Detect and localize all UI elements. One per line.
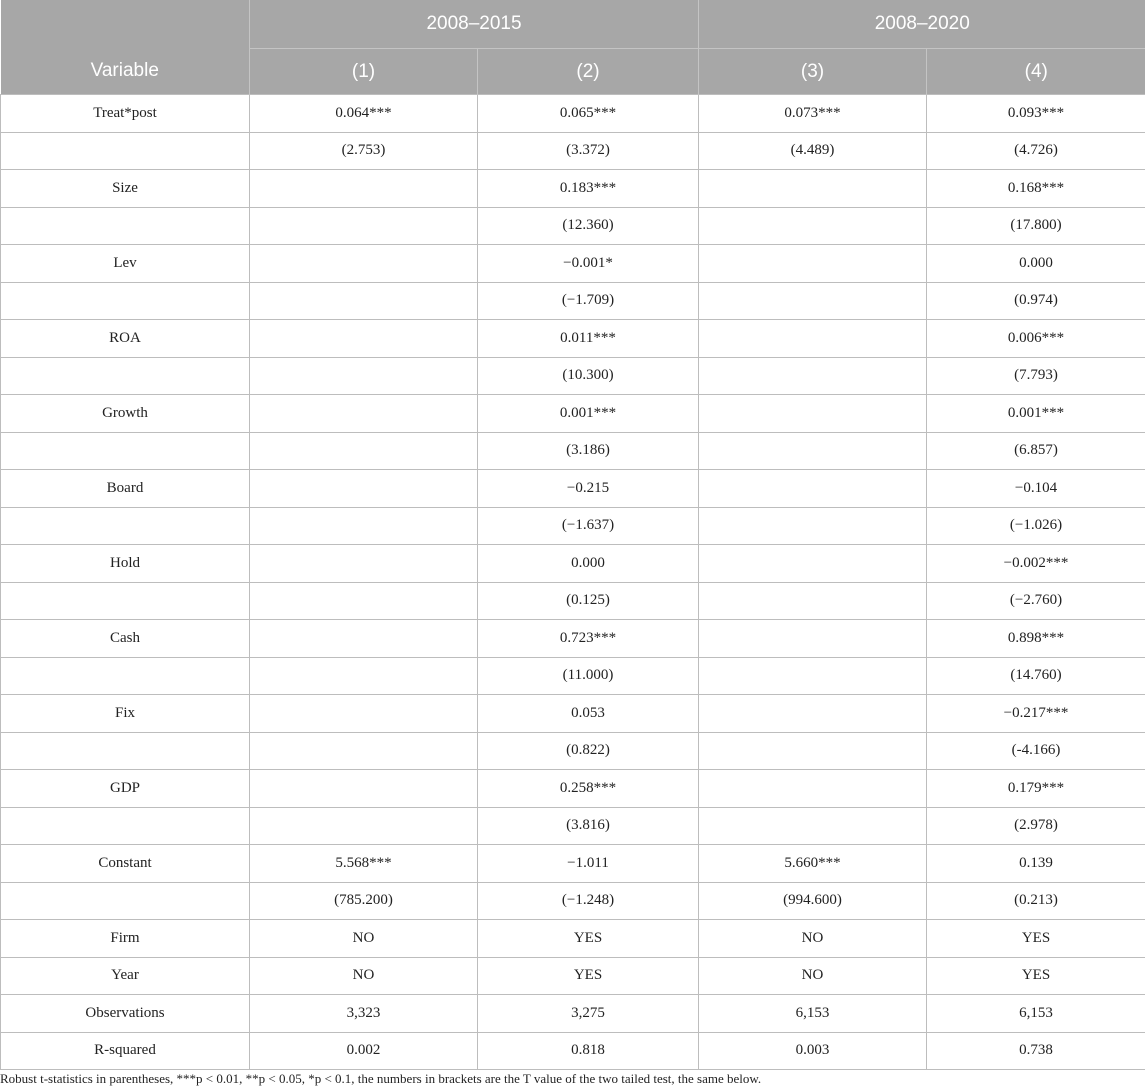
value-cell: 3,323	[250, 995, 478, 1033]
variable-name-cell	[1, 432, 250, 470]
value-cell	[250, 170, 478, 208]
table-row	[1, 357, 1145, 395]
value-cell	[699, 732, 927, 770]
value-cell: −1.011	[478, 845, 699, 883]
table-footnote: Robust t-statistics in parentheses, ***p < 0.01, **p < 0.05, *p < 0.1, the numbers in brackets are the T value of the two tailed test, the same below.	[0, 1071, 762, 1086]
value-cell	[699, 432, 927, 470]
table-row	[1, 582, 1145, 620]
value-cell: (3.372)	[478, 132, 699, 170]
variable-name-cell: ROA	[1, 320, 250, 358]
value-cell: 5.660***	[699, 845, 927, 883]
variable-name-cell: Growth	[1, 395, 250, 433]
value-cell: 0.093***	[927, 95, 1145, 133]
table-row	[1, 245, 1145, 283]
value-cell: (785.200)	[250, 882, 478, 920]
variable-name-cell: Treat*post	[1, 95, 250, 133]
value-cell: −0.215	[478, 470, 699, 508]
value-cell: 0.000	[927, 245, 1145, 283]
table-row	[1, 957, 1145, 995]
value-cell: (3.816)	[478, 807, 699, 845]
table-row	[1, 882, 1145, 920]
value-cell	[699, 170, 927, 208]
table-body	[1, 95, 1145, 1070]
value-cell: −0.002***	[927, 545, 1145, 583]
value-cell	[250, 245, 478, 283]
value-cell	[250, 395, 478, 433]
value-cell	[699, 695, 927, 733]
value-cell	[250, 807, 478, 845]
table-row	[1, 807, 1145, 845]
table-header	[1, 0, 1145, 95]
value-cell	[699, 507, 927, 545]
value-cell: (−1.026)	[927, 507, 1145, 545]
value-cell: (−1.709)	[478, 282, 699, 320]
value-cell: (-4.166)	[927, 732, 1145, 770]
value-cell	[699, 395, 927, 433]
value-cell: 0.723***	[478, 620, 699, 658]
variable-name-cell	[1, 507, 250, 545]
value-cell: YES	[927, 957, 1145, 995]
value-cell: 0.001***	[478, 395, 699, 433]
variable-name-cell	[1, 657, 250, 695]
header-variable: Variable	[1, 49, 250, 95]
header-column-3: (3)	[699, 49, 927, 95]
value-cell: (−1.248)	[478, 882, 699, 920]
value-cell: NO	[699, 957, 927, 995]
value-cell: 0.053	[478, 695, 699, 733]
variable-name-cell: Year	[1, 957, 250, 995]
value-cell	[699, 470, 927, 508]
variable-name-cell	[1, 807, 250, 845]
value-cell: (4.726)	[927, 132, 1145, 170]
value-cell	[699, 357, 927, 395]
value-cell	[250, 432, 478, 470]
value-cell: 0.818	[478, 1032, 699, 1070]
variable-name-cell: Constant	[1, 845, 250, 883]
value-cell	[250, 320, 478, 358]
table-row	[1, 95, 1145, 133]
value-cell: 0.738	[927, 1032, 1145, 1070]
table-row	[1, 507, 1145, 545]
value-cell	[699, 620, 927, 658]
value-cell: (0.125)	[478, 582, 699, 620]
table-row	[1, 845, 1145, 883]
value-cell: 0.002	[250, 1032, 478, 1070]
header-period-2008-2015: 2008–2015	[250, 0, 699, 49]
value-cell: 0.179***	[927, 770, 1145, 808]
value-cell: (0.213)	[927, 882, 1145, 920]
table-row	[1, 995, 1145, 1033]
variable-name-cell: Fix	[1, 695, 250, 733]
variable-name-cell	[1, 132, 250, 170]
variable-name-cell: GDP	[1, 770, 250, 808]
value-cell: (6.857)	[927, 432, 1145, 470]
value-cell	[250, 507, 478, 545]
value-cell: 0.258***	[478, 770, 699, 808]
value-cell: 0.003	[699, 1032, 927, 1070]
value-cell: YES	[478, 957, 699, 995]
table-row	[1, 695, 1145, 733]
value-cell	[699, 807, 927, 845]
variable-name-cell	[1, 207, 250, 245]
value-cell: (994.600)	[699, 882, 927, 920]
value-cell: NO	[250, 957, 478, 995]
value-cell: (17.800)	[927, 207, 1145, 245]
value-cell: YES	[927, 920, 1145, 958]
value-cell: 0.006***	[927, 320, 1145, 358]
table-row	[1, 620, 1145, 658]
table-row	[1, 657, 1145, 695]
value-cell: (3.186)	[478, 432, 699, 470]
table-row	[1, 432, 1145, 470]
value-cell: −0.001*	[478, 245, 699, 283]
value-cell: 0.001***	[927, 395, 1145, 433]
value-cell	[250, 695, 478, 733]
variable-name-cell: Cash	[1, 620, 250, 658]
value-cell	[250, 770, 478, 808]
value-cell	[250, 470, 478, 508]
value-cell: 0.139	[927, 845, 1145, 883]
value-cell: (0.822)	[478, 732, 699, 770]
value-cell	[250, 582, 478, 620]
value-cell: (0.974)	[927, 282, 1145, 320]
table-row	[1, 470, 1145, 508]
value-cell	[250, 545, 478, 583]
variable-name-cell	[1, 582, 250, 620]
variable-name-cell	[1, 732, 250, 770]
value-cell	[699, 545, 927, 583]
table-row	[1, 920, 1145, 958]
value-cell: (2.753)	[250, 132, 478, 170]
variable-name-cell	[1, 882, 250, 920]
value-cell	[250, 732, 478, 770]
variable-name-cell: Size	[1, 170, 250, 208]
table-row	[1, 545, 1145, 583]
value-cell	[250, 620, 478, 658]
value-cell: 0.065***	[478, 95, 699, 133]
table-row	[1, 1032, 1145, 1070]
value-cell: 6,153	[927, 995, 1145, 1033]
variable-name-cell: Hold	[1, 545, 250, 583]
variable-name-cell	[1, 282, 250, 320]
table-row	[1, 282, 1145, 320]
table-row	[1, 395, 1145, 433]
value-cell: NO	[250, 920, 478, 958]
variable-name-cell: Lev	[1, 245, 250, 283]
value-cell: 0.183***	[478, 170, 699, 208]
header-period-2008-2020: 2008–2020	[699, 0, 1145, 49]
value-cell	[699, 245, 927, 283]
value-cell	[250, 282, 478, 320]
variable-name-cell: Firm	[1, 920, 250, 958]
value-cell	[250, 657, 478, 695]
value-cell: 0.898***	[927, 620, 1145, 658]
value-cell	[699, 207, 927, 245]
value-cell	[250, 207, 478, 245]
value-cell: −0.104	[927, 470, 1145, 508]
value-cell: 6,153	[699, 995, 927, 1033]
variable-name-cell: R-squared	[1, 1032, 250, 1070]
value-cell: 0.168***	[927, 170, 1145, 208]
value-cell: (11.000)	[478, 657, 699, 695]
value-cell	[699, 582, 927, 620]
value-cell: (−1.637)	[478, 507, 699, 545]
variable-name-cell: Board	[1, 470, 250, 508]
header-blank-cell	[1, 0, 250, 49]
value-cell: 0.064***	[250, 95, 478, 133]
value-cell: (−2.760)	[927, 582, 1145, 620]
value-cell: 0.000	[478, 545, 699, 583]
value-cell: NO	[699, 920, 927, 958]
value-cell	[699, 282, 927, 320]
header-column-2: (2)	[478, 49, 699, 95]
value-cell: 3,275	[478, 995, 699, 1033]
value-cell: (12.360)	[478, 207, 699, 245]
value-cell: (10.300)	[478, 357, 699, 395]
value-cell: (4.489)	[699, 132, 927, 170]
value-cell: 0.011***	[478, 320, 699, 358]
value-cell: (2.978)	[927, 807, 1145, 845]
value-cell	[699, 657, 927, 695]
variable-name-cell	[1, 357, 250, 395]
table-row	[1, 770, 1145, 808]
table-row	[1, 320, 1145, 358]
value-cell: (14.760)	[927, 657, 1145, 695]
value-cell: −0.217***	[927, 695, 1145, 733]
table-row	[1, 207, 1145, 245]
header-column-1: (1)	[250, 49, 478, 95]
table-row	[1, 132, 1145, 170]
value-cell	[699, 770, 927, 808]
table-row	[1, 170, 1145, 208]
value-cell	[250, 357, 478, 395]
header-column-4: (4)	[927, 49, 1145, 95]
value-cell: 5.568***	[250, 845, 478, 883]
value-cell	[699, 320, 927, 358]
value-cell: (7.793)	[927, 357, 1145, 395]
value-cell: 0.073***	[699, 95, 927, 133]
table-row	[1, 732, 1145, 770]
variable-name-cell: Observations	[1, 995, 250, 1033]
value-cell: YES	[478, 920, 699, 958]
